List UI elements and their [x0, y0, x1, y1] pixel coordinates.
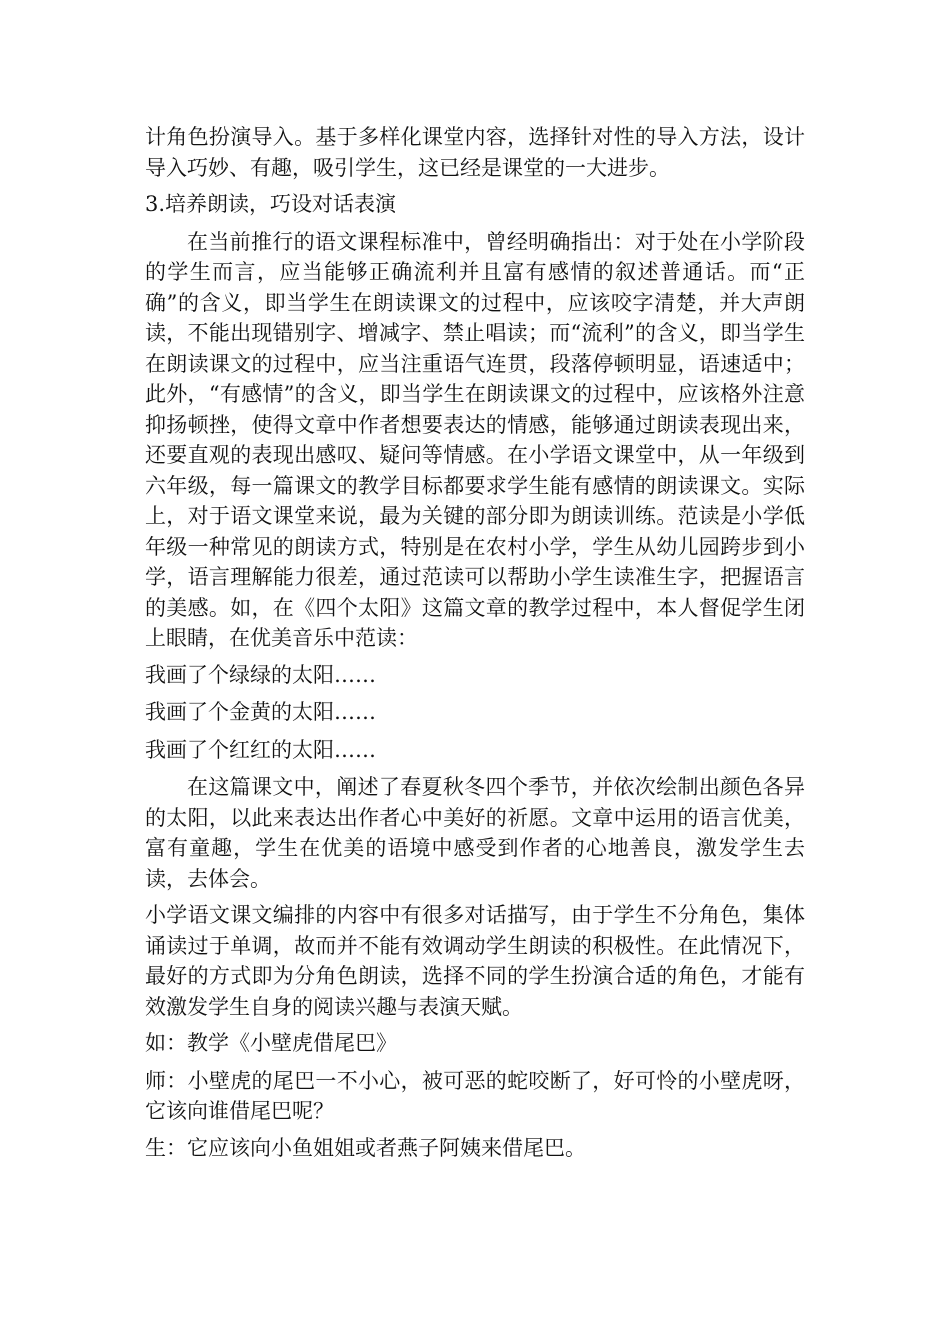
dialogue-teacher: 师：小壁虎的尾巴一不小心，被可恶的蛇咬断了，好可怜的小壁虎呀，它该向谁借尾巴呢？: [145, 1068, 805, 1123]
document-body: [145, 122, 805, 1170]
paragraph-role-reading: 小学语文课文编排的内容中有很多对话描写，由于学生不分角色，集体诵读过于单调，故而并不能有效调动学生朗读的积极性。在此情况下，最好的方式即为分角色朗读，选择不同的学生扮演合适的角色，才能有效激发学生自身的阅读兴趣与表演天赋。: [145, 903, 805, 1019]
poem-line-red-sun: 我画了个红红的太阳……: [145, 737, 376, 762]
paragraph-four-suns-analysis: 在这篇课文中，阐述了春夏秋冬四个季节，并依次绘制出颜色各异的太阳，以此来表达出作者心中美好的祈愿。文章中运用的语言优美，富有童趣，学生在优美的语境中感受到作者的心地善良，激发学生去读，去体会。: [145, 775, 805, 891]
dialogue-student: 生：它应该向小鱼姐姐或者燕子阿姨来借尾巴。: [145, 1135, 586, 1160]
paragraph-reading-standards: 在当前推行的语文课程标准中，曾经明确指出：对于处在小学阶段的学生而言，应当能够正确流利并且富有感情的叙述普通话。而“正确”的含义，即当学生在朗读课文的过程中，应该咬字清楚，并大声朗读，不能出现错别字、增减字、禁止唱读；而“流利”的含义，即当学生在朗读课文的过程中，应当注重语气连贯，段落停顿明显，语速适中；此外，“有感情”的含义，即当学生在朗读课文的过程中，应该格外注意抑扬顿挫，使得文章中作者想要表达的情感，能够通过朗读表现出来，还要直观的表现出感叹、疑问等情感。在小学语文课堂中，从一年级到六年级，每一篇课文的教学目标都要求学生能有感情的朗读课文。实际上，对于语文课堂来说，最为关键的部分即为朗读训练。范读是小学低年级一种常见的朗读方式，特别是在农村小学，学生从幼儿园跨步到小学，语言理解能力很差，通过范读可以帮助小学生读准生字，把握语言的美感。如，在《四个太阳》这篇文章的教学过程中，本人督促学生闭上眼睛，在优美音乐中范读：: [145, 229, 805, 650]
poem-line-golden-sun: 我画了个金黄的太阳……: [145, 700, 376, 724]
paragraph-intro-continuation: 计角色扮演导入。基于多样化课堂内容，选择针对性的导入方法，设计导入巧妙、有趣，吸引学生，这已经是课堂的一大进步。: [145, 125, 805, 180]
poem-line-green-sun: 我画了个绿绿的太阳……: [145, 662, 376, 687]
example-lesson-title: 如：教学《小壁虎借尾巴》: [145, 1031, 397, 1055]
section-heading: 3.培养朗读，巧设对话表演: [145, 192, 397, 216]
